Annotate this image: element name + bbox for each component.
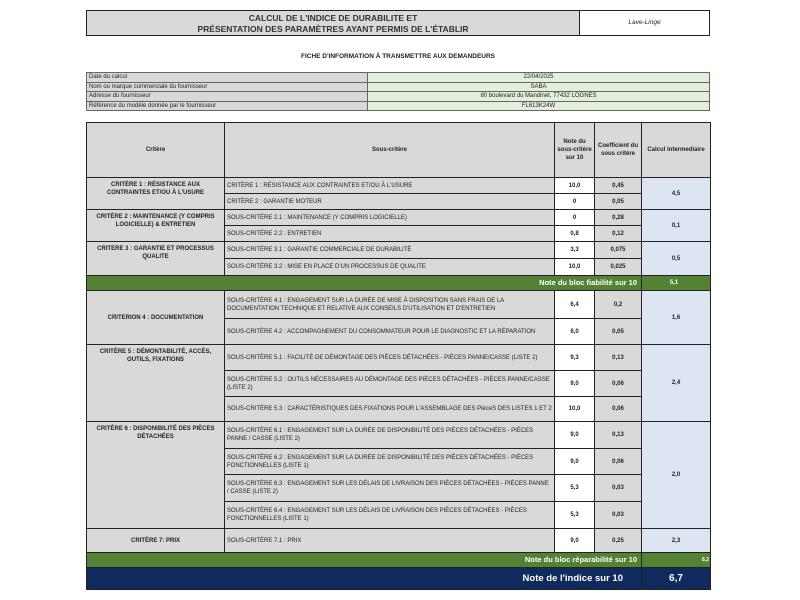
sub-criterion-coef: 0,05 xyxy=(595,194,642,210)
sub-criterion-note: 5,3 xyxy=(555,502,595,529)
sub-criterion-note: 0 xyxy=(555,194,595,210)
sub-criterion-row xyxy=(87,210,711,226)
sub-criterion-note: 9,0 xyxy=(555,371,595,397)
sub-criterion-coef: 0,075 xyxy=(595,242,642,259)
criterion-name: CRITÈRE 6 : DISPONIBILITÉ DES PIÈCES DÉTACHÉES xyxy=(87,422,225,529)
title-line-2: PRÉSENTATION DES PARAMÈTRES AYANT PERMIS DE L'ÉTABLIR xyxy=(197,24,469,34)
fiabilite-score-row xyxy=(87,276,711,291)
indice-label: Note de l'indice sur 10 xyxy=(87,568,642,590)
sub-criterion-label: SOUS-CRITÈRE 6.1 : ENGAGEMENT SUR LA DURÉE DE DISPONIBILITÉ DES PIÈCES DÉTACHÉES - PIÈCES PANNE / CASSE (LISTE 2) xyxy=(225,422,555,449)
info-value: 22/04/2025 xyxy=(368,73,710,83)
criterion-name: CRITÈRE 2 : MAINTENANCE (Y COMPRIS LOGICIELLE) & ENTRETIEN xyxy=(87,210,225,242)
sub-criterion-row xyxy=(87,242,711,259)
info-row xyxy=(87,82,710,92)
sub-criterion-row xyxy=(87,178,711,194)
sub-criterion-coef: 0,45 xyxy=(595,178,642,194)
sub-criterion-label: SOUS-CRITÈRE 4.2 : ACCOMPAGNEMENT DU CONSOMMATEUR POUR LE DIAGNOSTIC ET LA RÉPARATION xyxy=(225,319,555,345)
sub-criterion-label: SOUS-CRITÈRE 5.3 : CARACTÉRISTIQUES DES FIXATIONS POUR L'ASSEMBLAGE DES PièceS DES LISTES 1 ET 2 xyxy=(225,397,555,422)
info-label: Adresse du fournisseur xyxy=(87,92,368,102)
sub-criterion-label: SOUS-CRITÈRE 2.2 : ENTRETIEN xyxy=(225,226,555,242)
criterion-name: CRITERION 4 : DOCUMENTATION xyxy=(87,291,225,345)
sub-criterion-coef: 0,13 xyxy=(595,422,642,449)
col-header-note: Note du sous-critère sur 10 xyxy=(555,123,595,178)
sub-criterion-coef: 0,06 xyxy=(595,397,642,422)
criterion-name: CRITÈRE 7: PRIX xyxy=(87,529,225,553)
sub-criterion-row xyxy=(87,291,711,319)
indice-value: 6,7 xyxy=(642,568,711,590)
sub-criterion-label: SOUS-CRITÈRE 4.1 : ENGAGEMENT SUR LA DURÉE DE MISE À DISPOSITION SANS FRAIS DE LA DOCUMENTATION TECHNIQUE ET RELATIVE AUX CONSEILS D'UTILISATION ET D'ENTRETIEN xyxy=(225,291,555,319)
sub-criterion-coef: 0,28 xyxy=(595,210,642,226)
sub-criterion-note: 9,0 xyxy=(555,529,595,553)
criterion-result: 2,4 xyxy=(642,345,711,422)
sub-criterion-note: 10,0 xyxy=(555,178,595,194)
title-line-1: CALCUL DE L'INDICE DE DURABILITE ET xyxy=(248,13,418,23)
sub-criterion-note: 0,8 xyxy=(555,226,595,242)
info-label: Référence du modèle donnée par le fournisseur xyxy=(87,101,368,111)
criterion-result: 2,3 xyxy=(642,529,711,553)
sub-criterion-note: 9,0 xyxy=(555,422,595,449)
sub-criterion-coef: 0,06 xyxy=(595,371,642,397)
info-row xyxy=(87,101,710,111)
sub-criterion-label: SOUS-CRITÈRE 5.1 : FACILITÉ DE DÉMONTAGE DES PIÈCES DÉTACHÉES - PIÈCES PANNE/CASSE (LISTE 2) xyxy=(225,345,555,371)
sub-criterion-coef: 0,13 xyxy=(595,345,642,371)
criterion-name: CRITÈRE 1 : RÉSISTANCE AUX CONTRAINTES ET/OU À L'USURE xyxy=(87,178,225,210)
info-label: Date du calcul xyxy=(87,73,368,83)
sub-criterion-label: SOUS-CRITÈRE 6.4 : ENGAGEMENT SUR LES DÉLAIS DE LIVRAISON DES PIÈCES DÉTACHÉES - PIÈCES FONCTIONNELLES (LISTE 1) xyxy=(225,502,555,529)
criterion-name: CRITÈRE 5 : DÉMONTABILITÉ, ACCÈS, OUTILS, FIXATIONS xyxy=(87,345,225,422)
sub-criterion-coef: 0,025 xyxy=(595,259,642,276)
reparabilite-score-row xyxy=(87,553,711,568)
col-header-sous-critere: Sous-critère xyxy=(225,123,555,178)
sub-criterion-label: CRITÈRE 1 : RÉSISTANCE AUX CONTRAINTES ET/OU À L'USURE xyxy=(225,178,555,194)
sub-criterion-note: 9,0 xyxy=(555,449,595,475)
info-value: FL613K24W xyxy=(368,101,710,111)
sub-criterion-coef: 0,03 xyxy=(595,475,642,502)
info-label: Nom ou marque commerciale du fournisseur xyxy=(87,82,368,92)
sub-criterion-note: 3,3 xyxy=(555,242,595,259)
sub-criterion-note: 6,0 xyxy=(555,319,595,345)
criteria-table xyxy=(86,122,711,590)
sub-criterion-note: 5,3 xyxy=(555,475,595,502)
reparabilite-score-label: Note du bloc réparabilité sur 10 xyxy=(87,553,642,568)
info-row xyxy=(87,92,710,102)
sub-criterion-row xyxy=(87,345,711,371)
col-header-calcul: Calcul intermediaire xyxy=(642,123,711,178)
info-row xyxy=(87,73,710,83)
info-value: 80 boulevard du Mandinet, 77432 LOGNES xyxy=(368,92,710,102)
criterion-result: 0,1 xyxy=(642,210,711,242)
sub-criterion-note: 10,0 xyxy=(555,397,595,422)
sub-criterion-row xyxy=(87,529,711,553)
sub-criterion-label: SOUS-CRITÈRE 2.1 : MAINTENANCE (Y COMPRIS LOGICIELLE) xyxy=(225,210,555,226)
sub-criterion-coef: 0,12 xyxy=(595,226,642,242)
criterion-result: 1,6 xyxy=(642,291,711,345)
sub-criterion-label: SOUS-CRITÈRE 6.3 : ENGAGEMENT SUR LES DÉLAIS DE LIVRAISON DES PIÈCES DÉTACHÉES - PIÈCES PANNE / CASSE (LISTE 2) xyxy=(225,475,555,502)
info-value: SABA xyxy=(368,82,710,92)
sub-criterion-coef: 0,25 xyxy=(595,529,642,553)
col-header-coef: Coefficient du sous critère xyxy=(595,123,642,178)
sub-criterion-label: SOUS-CRITÈRE 3.2 : MISE EN PLACE D'UN PROCESSUS DE QUALITE xyxy=(225,259,555,276)
sub-criterion-label: SOUS-CRITÈRE 5.2 : OUTILS NÉCESSAIRES AU DÉMONTAGE DES PIÈCES DÉTACHÉES - PIÈCES PANNE/CASSE (LISTE 2) xyxy=(225,371,555,397)
criterion-result: 0,5 xyxy=(642,242,711,276)
sub-criterion-label: SOUS-CRITÈRE 3.1 : GARANTIE COMMERCIALE DE DURABILITÉ xyxy=(225,242,555,259)
criterion-name: CRITERE 3 : GARANTIE ET PROCESSUS QUALITE xyxy=(87,242,225,276)
sub-criterion-coef: 0,2 xyxy=(595,291,642,319)
sub-criterion-coef: 0,05 xyxy=(595,319,642,345)
criterion-result: 4,5 xyxy=(642,178,711,210)
header-row xyxy=(87,123,711,178)
document-title xyxy=(86,10,580,36)
sub-criterion-label: SOUS-CRITÈRE 6.2 : ENGAGEMENT SUR LA DURÉE DE DISPONIBILITÉ DES PIÈCES DÉTACHÉES - PIÈCES FONCTIONNELLES (LISTE 1) xyxy=(225,449,555,475)
sub-criterion-row xyxy=(87,422,711,449)
fiabilite-score-value: 5,1 xyxy=(642,276,711,291)
sub-criterion-note: 9,3 xyxy=(555,345,595,371)
sub-criterion-note: 0 xyxy=(555,210,595,226)
sub-criterion-note: 10,0 xyxy=(555,259,595,276)
sub-criterion-label: SOUS-CRITÈRE 7.1 : PRIX xyxy=(225,529,555,553)
col-header-critere: Critère xyxy=(87,123,225,178)
fiabilite-score-label: Note du bloc fiabilité sur 10 xyxy=(87,276,642,291)
sub-criterion-note: 6,4 xyxy=(555,291,595,319)
criterion-result: 2,0 xyxy=(642,422,711,529)
indice-row xyxy=(87,568,711,590)
sub-criterion-label: CRITÈRE 2 : GARANTIE MOTEUR xyxy=(225,194,555,210)
reparabilite-score-value: 8,2 xyxy=(642,553,711,568)
supplier-info-table xyxy=(86,72,710,111)
product-type: Lave-Linge xyxy=(580,10,710,36)
sub-criterion-coef: 0,03 xyxy=(595,502,642,529)
sub-criterion-coef: 0,06 xyxy=(595,449,642,475)
fiche-heading: FICHE D'INFORMATION À TRANSMETTRE AUX DEMANDEURS xyxy=(300,53,495,60)
